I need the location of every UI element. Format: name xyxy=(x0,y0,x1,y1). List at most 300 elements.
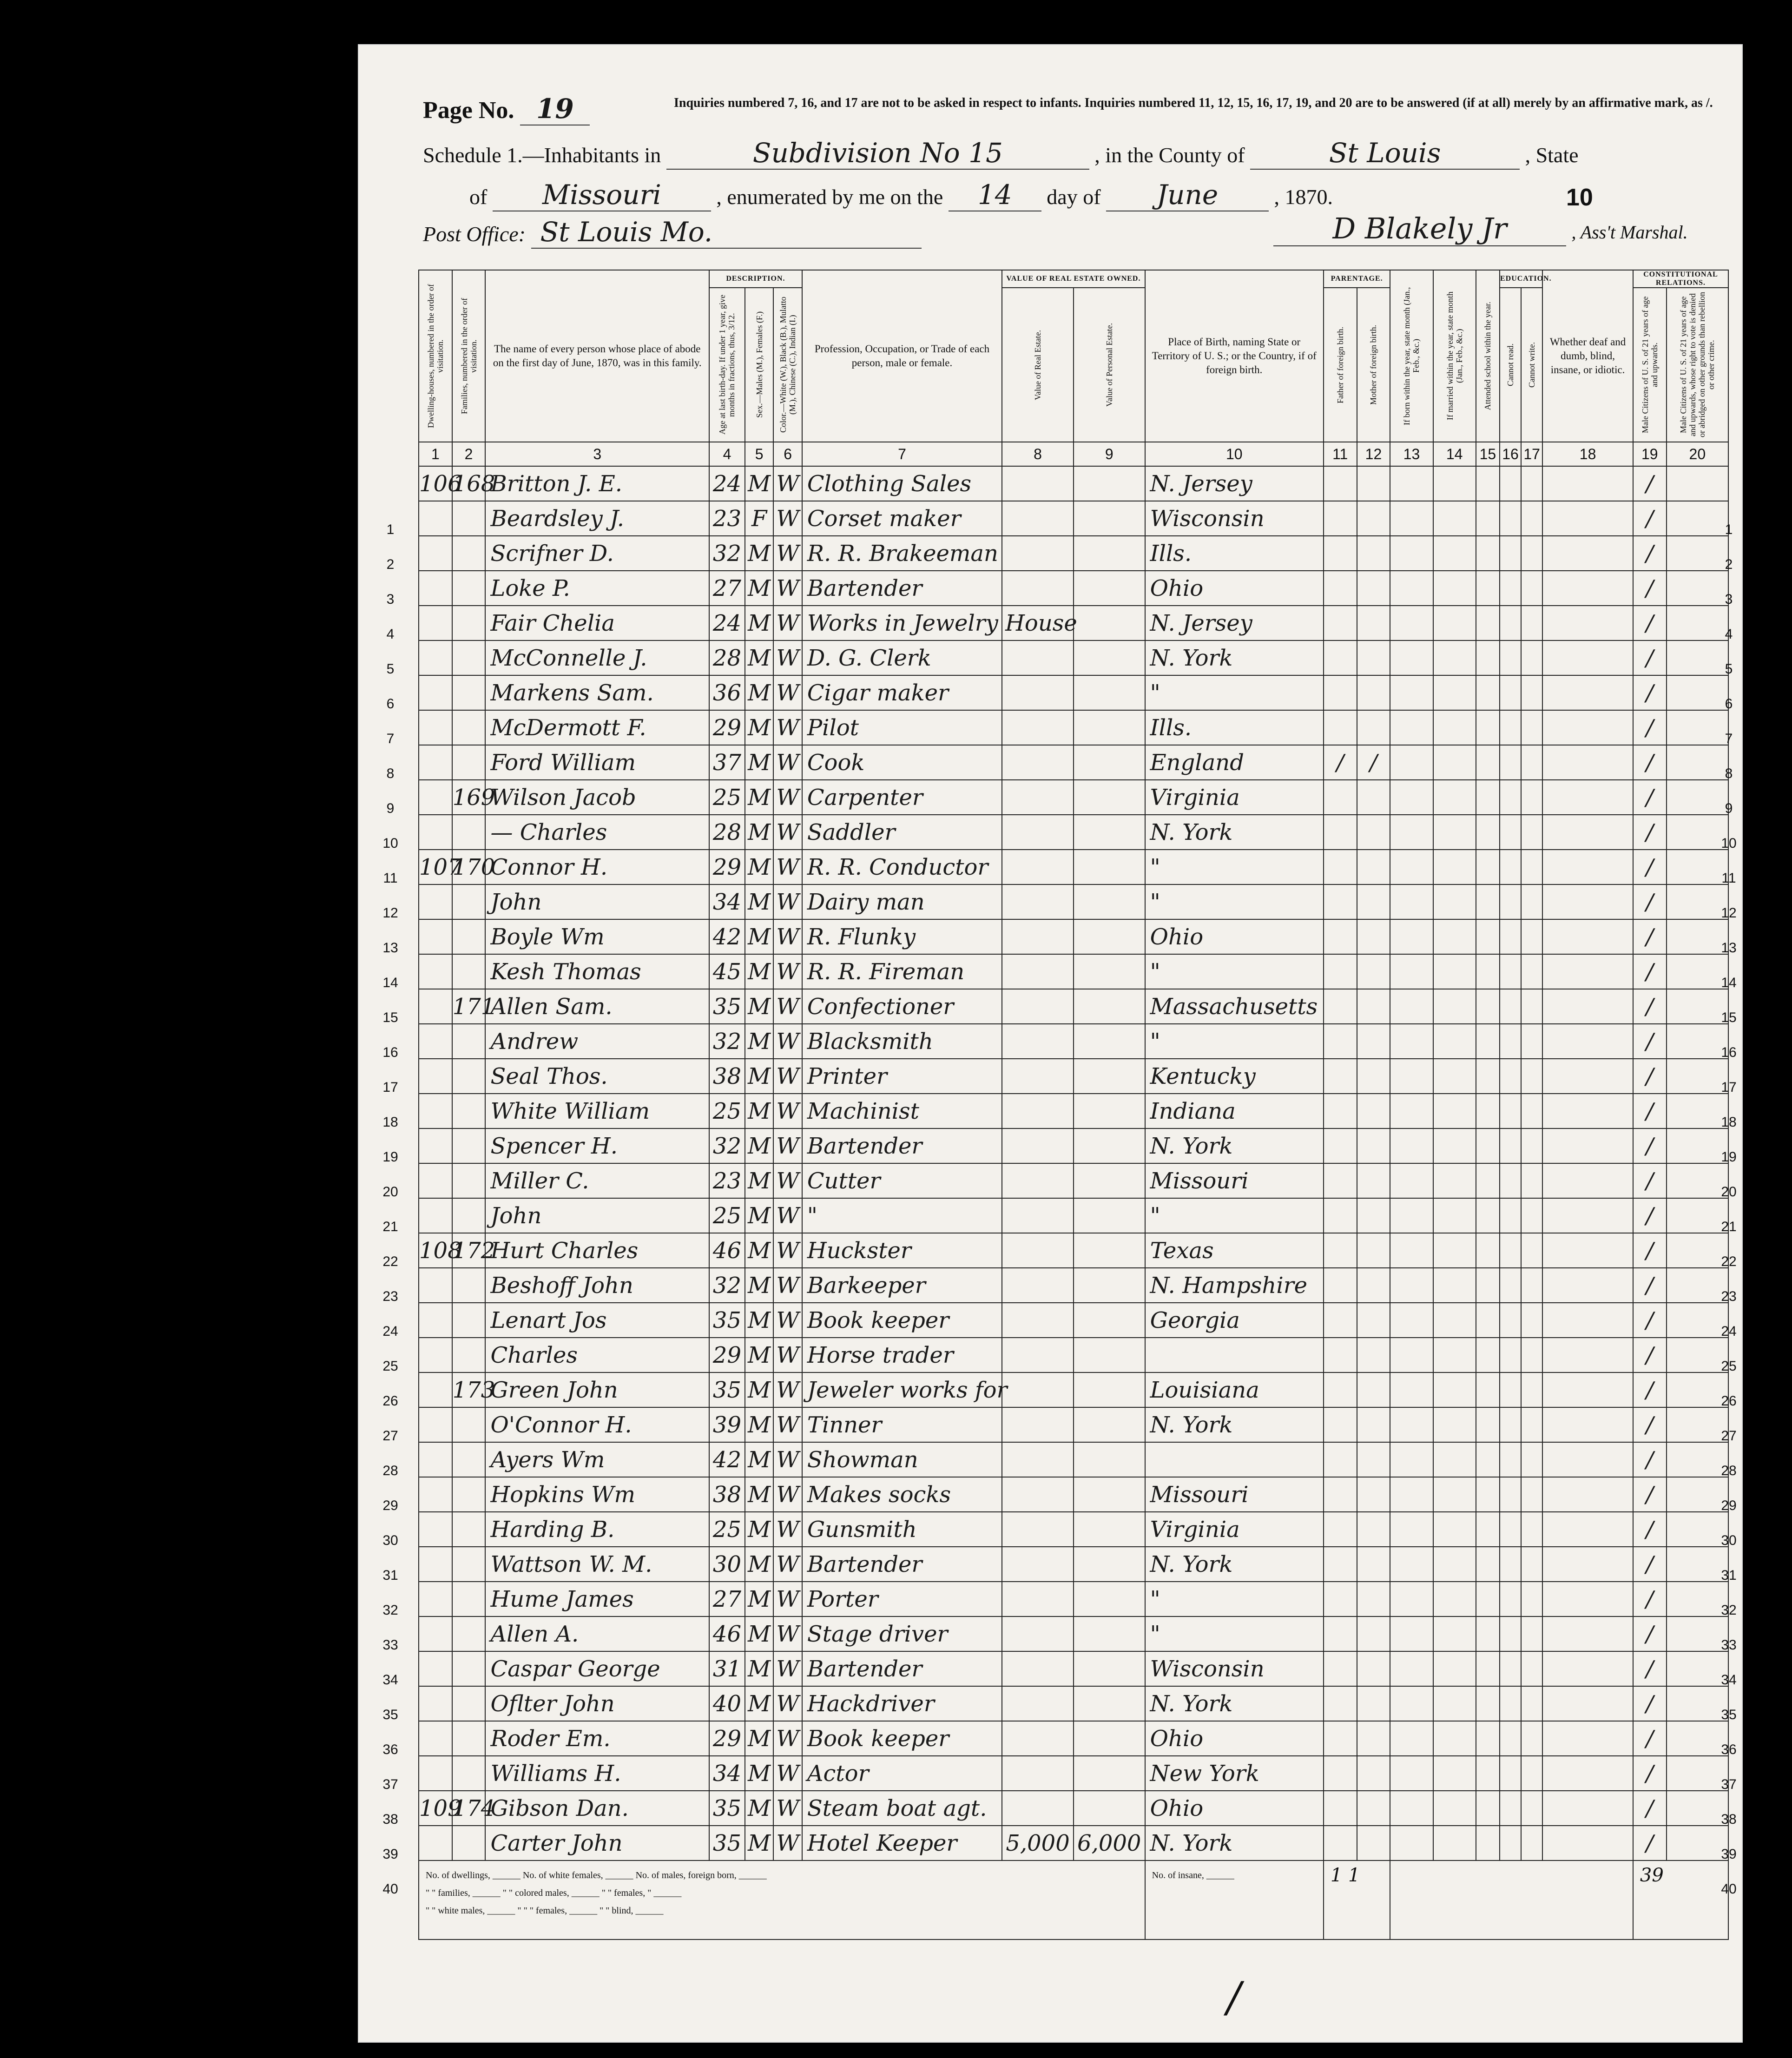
person-name: Britton J. E. xyxy=(485,466,709,501)
line-number: 19 xyxy=(1721,1149,1737,1165)
real-estate-value xyxy=(1002,954,1074,989)
married-within-year xyxy=(1433,1407,1476,1442)
census-sheet xyxy=(358,44,1743,2043)
sex: M xyxy=(745,1721,773,1756)
mother-foreign xyxy=(1357,1407,1390,1442)
line-number: 29 xyxy=(382,1498,398,1513)
personal-estate-value xyxy=(1074,1477,1145,1512)
line-number: 15 xyxy=(382,1010,398,1025)
line-number: 38 xyxy=(1721,1812,1737,1827)
sex: M xyxy=(745,1163,773,1198)
born-within-year xyxy=(1390,745,1433,780)
birthplace: N. York xyxy=(1145,1826,1324,1860)
table-row xyxy=(419,1826,1728,1860)
table-row xyxy=(419,1442,1728,1477)
born-within-year xyxy=(1390,710,1433,745)
sex: M xyxy=(745,1059,773,1094)
personal-estate-value xyxy=(1074,780,1145,815)
born-within-year xyxy=(1390,1582,1433,1616)
col-header-10: Place of Birth, naming State or Territory of U. S.; or the Country, if of foreign birth. xyxy=(1145,270,1324,442)
dwelling-number xyxy=(419,1059,452,1094)
line-number: 9 xyxy=(386,801,395,816)
attended-school xyxy=(1476,1651,1500,1686)
occupation: R. Flunky xyxy=(802,919,1002,954)
occupation: Huckster xyxy=(802,1233,1002,1268)
table-row xyxy=(419,1024,1728,1059)
sex: M xyxy=(745,1094,773,1128)
column-number: 16 xyxy=(1500,442,1521,466)
family-number xyxy=(452,1616,486,1651)
father-foreign xyxy=(1324,1268,1357,1303)
birthplace: N. York xyxy=(1145,1547,1324,1582)
cannot-write xyxy=(1521,1756,1542,1791)
sex: M xyxy=(745,1372,773,1407)
occupation: Horse trader xyxy=(802,1338,1002,1372)
line-number: 26 xyxy=(1721,1393,1737,1409)
cannot-write xyxy=(1521,1163,1542,1198)
cannot-write xyxy=(1521,815,1542,850)
family-number xyxy=(452,1826,486,1860)
sex: M xyxy=(745,850,773,884)
cannot-read xyxy=(1500,815,1521,850)
personal-estate-value xyxy=(1074,571,1145,606)
married-within-year xyxy=(1433,1477,1476,1512)
occupation: R. R. Fireman xyxy=(802,954,1002,989)
sex: M xyxy=(745,1582,773,1616)
cannot-write xyxy=(1521,1686,1542,1721)
male-citizen: / xyxy=(1633,745,1667,780)
cannot-read xyxy=(1500,745,1521,780)
col-header-18: Whether deaf and dumb, blind, insane, or idiotic. xyxy=(1542,270,1633,442)
cannot-read xyxy=(1500,1198,1521,1233)
male-citizen: / xyxy=(1633,1198,1667,1233)
personal-estate-value xyxy=(1074,1094,1145,1128)
family-number: 168 xyxy=(452,466,486,501)
married-within-year xyxy=(1433,1582,1476,1616)
father-foreign xyxy=(1324,1442,1357,1477)
occupation: Hackdriver xyxy=(802,1686,1002,1721)
color: W xyxy=(773,989,802,1024)
cannot-write xyxy=(1521,1024,1542,1059)
married-within-year xyxy=(1433,1163,1476,1198)
table-row xyxy=(419,815,1728,850)
of-label: of xyxy=(469,185,488,209)
disability xyxy=(1542,1477,1633,1512)
disability xyxy=(1542,1233,1633,1268)
disability xyxy=(1542,501,1633,536)
family-number xyxy=(452,710,486,745)
col-header-8: Value of Real Estate. xyxy=(1002,288,1074,442)
mother-foreign xyxy=(1357,1059,1390,1094)
page-label: Page No. xyxy=(423,97,514,124)
disability xyxy=(1542,1616,1633,1651)
column-number: 7 xyxy=(802,442,1002,466)
birthplace: New York xyxy=(1145,1756,1324,1791)
color: W xyxy=(773,1094,802,1128)
sex: M xyxy=(745,1442,773,1477)
age: 39 xyxy=(709,1407,745,1442)
real-estate-value xyxy=(1002,571,1074,606)
occupation: Machinist xyxy=(802,1094,1002,1128)
line-number: 13 xyxy=(1721,940,1737,956)
sex: M xyxy=(745,780,773,815)
father-foreign xyxy=(1324,1477,1357,1512)
occupation: Gunsmith xyxy=(802,1512,1002,1547)
table-row xyxy=(419,884,1728,919)
color: W xyxy=(773,1686,802,1721)
occupation: Book keeper xyxy=(802,1721,1002,1756)
line-number: 11 xyxy=(1721,871,1736,886)
mother-foreign xyxy=(1357,1756,1390,1791)
cannot-read xyxy=(1500,466,1521,501)
family-number xyxy=(452,1477,486,1512)
born-within-year xyxy=(1390,1094,1433,1128)
family-number: 172 xyxy=(452,1233,486,1268)
line-number: 37 xyxy=(382,1777,398,1792)
sex: M xyxy=(745,745,773,780)
attended-school xyxy=(1476,1094,1500,1128)
footer-line-3: " " white males, ______ " " " females, ______ " " blind, ______ xyxy=(426,1906,664,1916)
table-row xyxy=(419,1616,1728,1651)
color: W xyxy=(773,884,802,919)
color: W xyxy=(773,1163,802,1198)
table-row xyxy=(419,954,1728,989)
family-number xyxy=(452,1512,486,1547)
disability xyxy=(1542,1198,1633,1233)
father-foreign xyxy=(1324,1094,1357,1128)
sex: M xyxy=(745,1512,773,1547)
color: W xyxy=(773,1512,802,1547)
person-name: Wattson W. M. xyxy=(485,1547,709,1582)
mother-foreign xyxy=(1357,1616,1390,1651)
father-foreign xyxy=(1324,1233,1357,1268)
cannot-write xyxy=(1521,1338,1542,1372)
personal-estate-value xyxy=(1074,815,1145,850)
married-within-year xyxy=(1433,1721,1476,1756)
birthplace: Georgia xyxy=(1145,1303,1324,1338)
table-row xyxy=(419,989,1728,1024)
family-number xyxy=(452,606,486,640)
column-number: 8 xyxy=(1002,442,1074,466)
col-header-6: Color.—White (W.), Black (B.), Mulatto (M.), Chinese (C.), Indian (I.) xyxy=(773,288,802,442)
marshal-signature: D Blakely Jr xyxy=(1273,211,1566,246)
real-estate-value xyxy=(1002,919,1074,954)
age: 29 xyxy=(709,1338,745,1372)
real-estate-value xyxy=(1002,1721,1074,1756)
born-within-year xyxy=(1390,1059,1433,1094)
line-number: 3 xyxy=(386,592,395,607)
inquiries-note: Inquiries numbered 7, 16, and 17 are not to be asked in respect to infants. Inquiries numbered 11, 12, 15, 16, 17, 19, and 20 are to be answered (if at all) merely by an affirmative mark, as /. xyxy=(674,96,1713,110)
male-citizen: / xyxy=(1633,1407,1667,1442)
group-education: EDUCATION. xyxy=(1500,270,1542,288)
column-number: 3 xyxy=(485,442,709,466)
attended-school xyxy=(1476,1268,1500,1303)
birthplace: N. York xyxy=(1145,1686,1324,1721)
married-within-year xyxy=(1433,640,1476,675)
mother-foreign xyxy=(1357,1547,1390,1582)
attended-school xyxy=(1476,1826,1500,1860)
col-header-16: Cannot read. xyxy=(1500,288,1521,442)
attended-school xyxy=(1476,1791,1500,1826)
father-foreign xyxy=(1324,466,1357,501)
dwelling-number xyxy=(419,1303,452,1338)
person-name: Wilson Jacob xyxy=(485,780,709,815)
family-number xyxy=(452,1756,486,1791)
color: W xyxy=(773,536,802,571)
father-foreign xyxy=(1324,1407,1357,1442)
column-number: 20 xyxy=(1667,442,1728,466)
birthplace: Ills. xyxy=(1145,710,1324,745)
male-citizen: / xyxy=(1633,1128,1667,1163)
married-within-year xyxy=(1433,919,1476,954)
personal-estate-value xyxy=(1074,1059,1145,1094)
attended-school xyxy=(1476,1303,1500,1338)
birthplace: England xyxy=(1145,745,1324,780)
cannot-read xyxy=(1500,1372,1521,1407)
married-within-year xyxy=(1433,1651,1476,1686)
disability xyxy=(1542,1128,1633,1163)
color: W xyxy=(773,640,802,675)
sex: M xyxy=(745,1303,773,1338)
disability xyxy=(1542,675,1633,710)
cannot-write xyxy=(1521,536,1542,571)
real-estate-value xyxy=(1002,1198,1074,1233)
family-number xyxy=(452,1303,486,1338)
family-number xyxy=(452,501,486,536)
male-citizen: / xyxy=(1633,536,1667,571)
post-office-label: Post Office: xyxy=(423,222,526,246)
color: W xyxy=(773,1303,802,1338)
disability xyxy=(1542,815,1633,850)
personal-estate-value xyxy=(1074,989,1145,1024)
group-parentage: PARENTAGE. xyxy=(1324,270,1390,288)
mother-foreign xyxy=(1357,466,1390,501)
line-number: 12 xyxy=(1721,905,1737,921)
line-number: 7 xyxy=(386,731,395,746)
cannot-read xyxy=(1500,1721,1521,1756)
person-name: White William xyxy=(485,1094,709,1128)
family-number xyxy=(452,1198,486,1233)
line-number: 21 xyxy=(382,1219,398,1234)
father-foreign xyxy=(1324,1338,1357,1372)
person-name: Roder Em. xyxy=(485,1721,709,1756)
occupation: Blacksmith xyxy=(802,1024,1002,1059)
age: 24 xyxy=(709,466,745,501)
cannot-write xyxy=(1521,710,1542,745)
male-citizen: / xyxy=(1633,1512,1667,1547)
personal-estate-value xyxy=(1074,1338,1145,1372)
father-foreign xyxy=(1324,850,1357,884)
age: 46 xyxy=(709,1233,745,1268)
cannot-read xyxy=(1500,1407,1521,1442)
personal-estate-value xyxy=(1074,1303,1145,1338)
line-number: 26 xyxy=(382,1393,398,1409)
table-row xyxy=(419,1059,1728,1094)
real-estate-value xyxy=(1002,1128,1074,1163)
col-header-7: Profession, Occupation, or Trade of each person, male or female. xyxy=(802,270,1002,442)
line-number: 22 xyxy=(1721,1254,1737,1269)
cannot-read xyxy=(1500,1338,1521,1372)
born-within-year xyxy=(1390,1756,1433,1791)
color: W xyxy=(773,850,802,884)
person-name: Allen A. xyxy=(485,1616,709,1651)
cannot-write xyxy=(1521,1791,1542,1826)
male-citizen: / xyxy=(1633,1616,1667,1651)
personal-estate-value xyxy=(1074,1582,1145,1616)
line-number: 13 xyxy=(382,940,398,956)
family-number xyxy=(452,1163,486,1198)
col-header-15: Attended school within the year. xyxy=(1476,270,1500,442)
cannot-read xyxy=(1500,1686,1521,1721)
dwelling-number xyxy=(419,1756,452,1791)
line-number: 4 xyxy=(386,627,395,642)
father-foreign xyxy=(1324,1616,1357,1651)
schedule-line xyxy=(423,137,1579,170)
table-row xyxy=(419,1094,1728,1128)
father-foreign xyxy=(1324,1651,1357,1686)
cannot-write xyxy=(1521,675,1542,710)
footer-blank xyxy=(1390,1860,1633,1939)
table-row xyxy=(419,919,1728,954)
age: 25 xyxy=(709,1512,745,1547)
married-within-year xyxy=(1433,1547,1476,1582)
disability xyxy=(1542,1338,1633,1372)
color: W xyxy=(773,815,802,850)
line-number: 2 xyxy=(1725,557,1733,572)
male-citizen: / xyxy=(1633,1756,1667,1791)
line-number: 16 xyxy=(1721,1045,1737,1060)
line-number: 23 xyxy=(1721,1289,1737,1304)
male-citizen: / xyxy=(1633,1442,1667,1477)
family-number xyxy=(452,815,486,850)
mother-foreign xyxy=(1357,1512,1390,1547)
state-label: , State xyxy=(1525,143,1579,167)
disability xyxy=(1542,536,1633,571)
cannot-read xyxy=(1500,884,1521,919)
disability xyxy=(1542,1826,1633,1860)
attended-school xyxy=(1476,919,1500,954)
attended-school xyxy=(1476,606,1500,640)
father-foreign xyxy=(1324,780,1357,815)
color: W xyxy=(773,1616,802,1651)
occupation: Jeweler works for xyxy=(802,1372,1002,1407)
col-header-1: Dwelling-houses, numbered in the order of visitation. xyxy=(419,270,452,442)
disability xyxy=(1542,954,1633,989)
male-citizen: / xyxy=(1633,1477,1667,1512)
father-foreign xyxy=(1324,815,1357,850)
line-number: 2 xyxy=(386,557,395,572)
real-estate-value xyxy=(1002,1372,1074,1407)
sex: M xyxy=(745,1233,773,1268)
born-within-year xyxy=(1390,1407,1433,1442)
line-number: 14 xyxy=(382,975,398,990)
attended-school xyxy=(1476,1512,1500,1547)
mother-foreign xyxy=(1357,1233,1390,1268)
occupation: R. R. Brakeeman xyxy=(802,536,1002,571)
sex: M xyxy=(745,1024,773,1059)
cannot-write xyxy=(1521,1616,1542,1651)
born-within-year xyxy=(1390,1616,1433,1651)
right-line-numbers xyxy=(1715,512,1743,1906)
real-estate-value xyxy=(1002,1268,1074,1303)
father-foreign xyxy=(1324,1826,1357,1860)
mother-foreign xyxy=(1357,1721,1390,1756)
personal-estate-value xyxy=(1074,1616,1145,1651)
personal-estate-value xyxy=(1074,1756,1145,1791)
sheet-header xyxy=(358,44,1743,249)
color: W xyxy=(773,1338,802,1372)
birthplace: Ohio xyxy=(1145,1721,1324,1756)
mother-foreign xyxy=(1357,1372,1390,1407)
line-number: 9 xyxy=(1725,801,1733,816)
age: 32 xyxy=(709,1024,745,1059)
occupation: Bartender xyxy=(802,1547,1002,1582)
line-number: 40 xyxy=(1721,1881,1737,1897)
color: W xyxy=(773,954,802,989)
cannot-read xyxy=(1500,1651,1521,1686)
age: 34 xyxy=(709,884,745,919)
attended-school xyxy=(1476,850,1500,884)
col-header-20: Male Citizens of U. S. of 21 years of age and upwards, whose right to vote is denied or abridged on other grounds than rebellion or other crime. xyxy=(1667,288,1728,442)
cannot-write xyxy=(1521,1651,1542,1686)
personal-estate-value xyxy=(1074,1128,1145,1163)
real-estate-value xyxy=(1002,850,1074,884)
personal-estate-value xyxy=(1074,1512,1145,1547)
real-estate-value xyxy=(1002,536,1074,571)
born-within-year xyxy=(1390,780,1433,815)
table-row xyxy=(419,1338,1728,1372)
sex: M xyxy=(745,815,773,850)
personal-estate-value xyxy=(1074,1268,1145,1303)
attended-school xyxy=(1476,1477,1500,1512)
cannot-write xyxy=(1521,989,1542,1024)
group-real-estate: VALUE OF REAL ESTATE OWNED. xyxy=(1002,270,1145,288)
color: W xyxy=(773,919,802,954)
family-number xyxy=(452,1128,486,1163)
cannot-read xyxy=(1500,1233,1521,1268)
sex: F xyxy=(745,501,773,536)
married-within-year xyxy=(1433,780,1476,815)
age: 35 xyxy=(709,1303,745,1338)
occupation: D. G. Clerk xyxy=(802,640,1002,675)
dwelling-number xyxy=(419,1616,452,1651)
occupation: Bartender xyxy=(802,571,1002,606)
person-name: Allen Sam. xyxy=(485,989,709,1024)
sex: M xyxy=(745,466,773,501)
line-number: 32 xyxy=(382,1603,398,1618)
cannot-write xyxy=(1521,1059,1542,1094)
married-within-year xyxy=(1433,989,1476,1024)
dwelling-number xyxy=(419,1094,452,1128)
married-within-year xyxy=(1433,710,1476,745)
color: W xyxy=(773,1024,802,1059)
birthplace: " xyxy=(1145,1198,1324,1233)
cannot-read xyxy=(1500,954,1521,989)
real-estate-value xyxy=(1002,1094,1074,1128)
color: W xyxy=(773,1582,802,1616)
cannot-write xyxy=(1521,571,1542,606)
table-row xyxy=(419,850,1728,884)
personal-estate-value xyxy=(1074,1442,1145,1477)
real-estate-value xyxy=(1002,675,1074,710)
occupation: Cutter xyxy=(802,1163,1002,1198)
born-within-year xyxy=(1390,1826,1433,1860)
color: W xyxy=(773,1128,802,1163)
line-number: 25 xyxy=(382,1359,398,1374)
person-name: Hopkins Wm xyxy=(485,1477,709,1512)
dwelling-number xyxy=(419,1128,452,1163)
married-within-year xyxy=(1433,815,1476,850)
